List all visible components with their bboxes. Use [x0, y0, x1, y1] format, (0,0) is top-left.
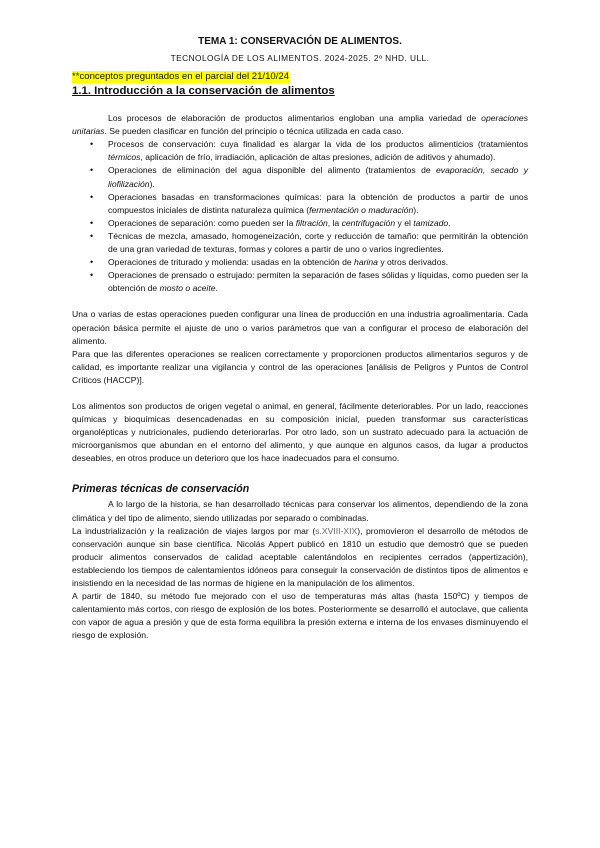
- paragraph-deterioration: Los alimentos son productos de origen vegetal o animal, en general, fácilmente deteriorables. Por un lado, reacciones químicas y bioquímicas desencadenadas en su composición inicial, pueden transformar sus características organolépticas y nutricionales, pudiendo deteriorarlas. Por otro lado, son un sustrato adecuado para la actuación de microorganismos que abundan en el entorno del alimento, y que aunque en algunos casos, da lugar a productos deseables, en otros produce un deterioro que los hace inadecuados para el consumo.: [72, 400, 528, 464]
- list-item: • Procesos de conservación: cuya finalidad es alargar la vida de los productos alimenticios (tratamientos térmicos, aplicación de frío, irradiación, aplicación de altas presiones, adición de aditivos y ahumado).: [108, 138, 528, 164]
- list-item: • Operaciones de triturado y molienda: usadas en la obtención de harina y otros derivados.: [108, 256, 528, 269]
- paragraph-autoclave: A partir de 1840, su método fue mejorado con el uso de temperaturas más altas (hasta 150ºC) y tiempos de calentamiento más cortos, con riesgo de explosión de los botes. Posteriormente se desarrolló el autoclave, que calienta con vapor de agua a presión y que de esta forma equilibra la presión externa e interna de los envases disminuyendo el riesgo de explosión.: [72, 591, 528, 641]
- list-item: • Técnicas de mezcla, amasado, homogeneización, corte y reducción de tamaño: que permitirán la obtención de una gran variedad de texturas, formas y colores a partir de uno o varios ingredientes.: [108, 230, 528, 256]
- paragraph-haccp: Para que las diferentes operaciones se realicen correctamente y proporcionen productos alimentarios seguros y de calidad, es importante realizar una vigilancia y control de las operaciones [análisis de Peligros y Puntos de Control Críticos (HACCP)].: [72, 348, 528, 385]
- exam-note-highlight: **conceptos preguntados en el parcial del 21/10/24: [72, 71, 290, 82]
- list-item: • Operaciones basadas en transformaciones químicas: para la obtención de productos a partir de unos compuestos iniciales de distinta naturaleza química (fermentación o maduración).: [108, 191, 528, 217]
- paragraph-production-line: Una o varias de estas operaciones pueden configurar una línea de producción en una industria agroalimentaria. Cada operación básica permite el ajuste de uno o varios parámetros que van a configurar el proceso de elaboración del alimento.: [72, 309, 528, 346]
- section-title: 1.1. Introducción a la conservación de alimentos: [72, 85, 335, 98]
- subsection-title: Primeras técnicas de conservación: [72, 483, 250, 496]
- list-item: • Operaciones de prensado o estrujado: permiten la separación de fases sólidas y líquidas, como pueden ser la obtención de mosto o aceite.: [108, 269, 528, 295]
- document-title: TEMA 1: CONSERVACIÓN DE ALIMENTOS.: [198, 36, 402, 47]
- list-item: • Operaciones de separación: como pueden ser la filtración, la centrifugación y el tamizado.: [108, 217, 528, 230]
- intro-paragraph: Los procesos de elaboración de productos alimentarios engloban una amplia variedad de operaciones unitarias. Se pueden clasificar en función del principio o técnica utilizada en cada caso.: [72, 113, 528, 137]
- paragraph-history: A lo largo de la historia, se han desarrollado técnicas para conservar los alimentos, dependiendo de la zona climática y del tipo de alimento, siendo utilizadas por separado o combinadas.: [72, 499, 528, 523]
- document-subtitle: TECNOLOGÍA DE LOS ALIMENTOS. 2024-2025. 2º NHD. ULL.: [170, 53, 430, 63]
- operations-list: [72, 138, 528, 295]
- list-item: • Operaciones de eliminación del agua disponible del alimento (tratamientos de evaporación, secado y liofilización).: [108, 164, 528, 190]
- paragraph-industrialization: La industrialización y la realización de viajes largos por mar (s.XVIII-XIX), promovieron el desarrollo de métodos de conservación aunque sin base científica. Nicolás Appert publicó en 1810 un estudio que demostró que se pueden producir alimentos conservados de calidad aceptable calentándolos en recipientes cerrados (appertización), estableciendo los tiempos de calentamientos idóneos para conseguir la conservación de distintos tipos de alimentos e insistiendo en la necesidad de las normas de higiene en la manipulación de los alimentos.: [72, 525, 528, 588]
